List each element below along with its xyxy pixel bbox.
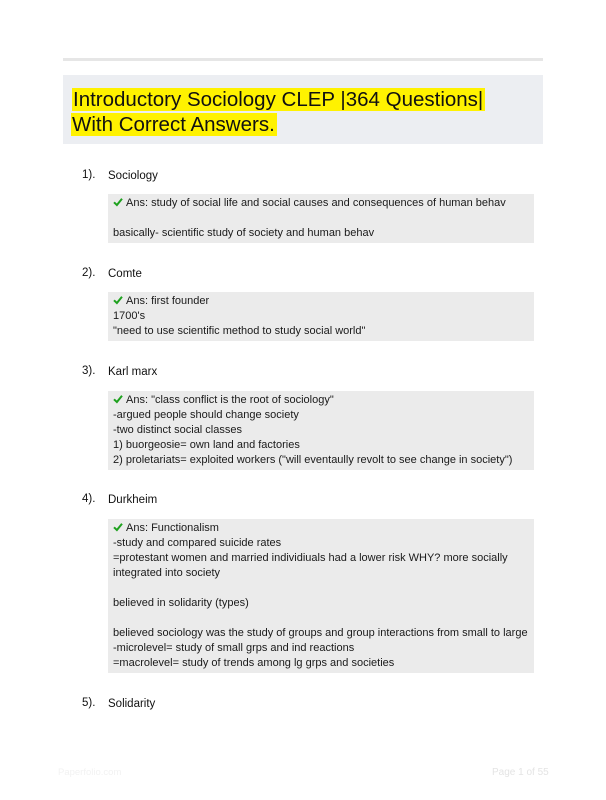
answer-line: basically- scientific study of society and human behav <box>113 227 375 239</box>
answer-line: Ans: study of social life and social causes and consequences of human behav <box>113 196 528 211</box>
answer-line: integrated into society <box>113 567 221 579</box>
page-number: Page 1 of 55 <box>492 767 549 778</box>
check-icon <box>113 394 123 404</box>
answer-line <box>113 611 528 626</box>
question-number: 1). <box>82 169 96 181</box>
question-number: 5). <box>82 697 96 709</box>
answer-line: =protestant women and married individiuals had a lower risk WHY? more socially <box>113 552 508 564</box>
answer-line: -two distinct social classes <box>113 424 242 436</box>
check-icon <box>113 197 123 207</box>
answer-line: 1700's <box>113 310 146 322</box>
page-title-line-1: Introductory Sociology CLEP |364 Questions| <box>73 88 484 111</box>
question-number: 4). <box>82 493 96 505</box>
answer-line: -microlevel= study of small grps and ind reactions <box>113 642 355 654</box>
answer-line: Ans: Functionalism <box>113 521 528 536</box>
footer-source: Paperfolio.com <box>58 767 122 778</box>
question-number: 2). <box>82 267 96 279</box>
question-term: Durkheim <box>108 494 158 506</box>
question-term: Comte <box>108 268 142 280</box>
answer-line: =macrolevel= study of trends among lg grps and societies <box>113 657 395 669</box>
answer-box <box>108 194 534 243</box>
answer-line: believed in solidarity (types) <box>113 597 249 609</box>
answer-line: Ans: "class conflict is the root of sociology" <box>113 393 528 408</box>
page-title-line-2: With Correct Answers. <box>72 113 275 136</box>
question-term: Solidarity <box>108 698 156 710</box>
answer-line: -argued people should change society <box>113 409 299 421</box>
answer-line: believed sociology was the study of groups and group interactions from small to large <box>113 627 528 639</box>
check-icon <box>113 295 123 305</box>
answer-line: "need to use scientific method to study social world" <box>113 325 366 337</box>
top-divider <box>63 58 543 61</box>
check-icon <box>113 522 123 532</box>
answer-line: Ans: first founder <box>113 294 528 309</box>
question-term: Sociology <box>108 170 158 182</box>
answer-line <box>113 211 528 226</box>
answer-line: -study and compared suicide rates <box>113 537 282 549</box>
answer-box <box>108 292 534 341</box>
question-number: 3). <box>82 365 96 377</box>
answer-line: 2) proletariats= exploited workers ("will eventaully revolt to see change in society") <box>113 454 513 466</box>
answer-line <box>113 581 528 596</box>
answer-box <box>108 391 534 470</box>
answer-box <box>108 519 534 673</box>
answer-line: 1) buorgeosie= own land and factories <box>113 439 300 451</box>
question-term: Karl marx <box>108 366 158 378</box>
